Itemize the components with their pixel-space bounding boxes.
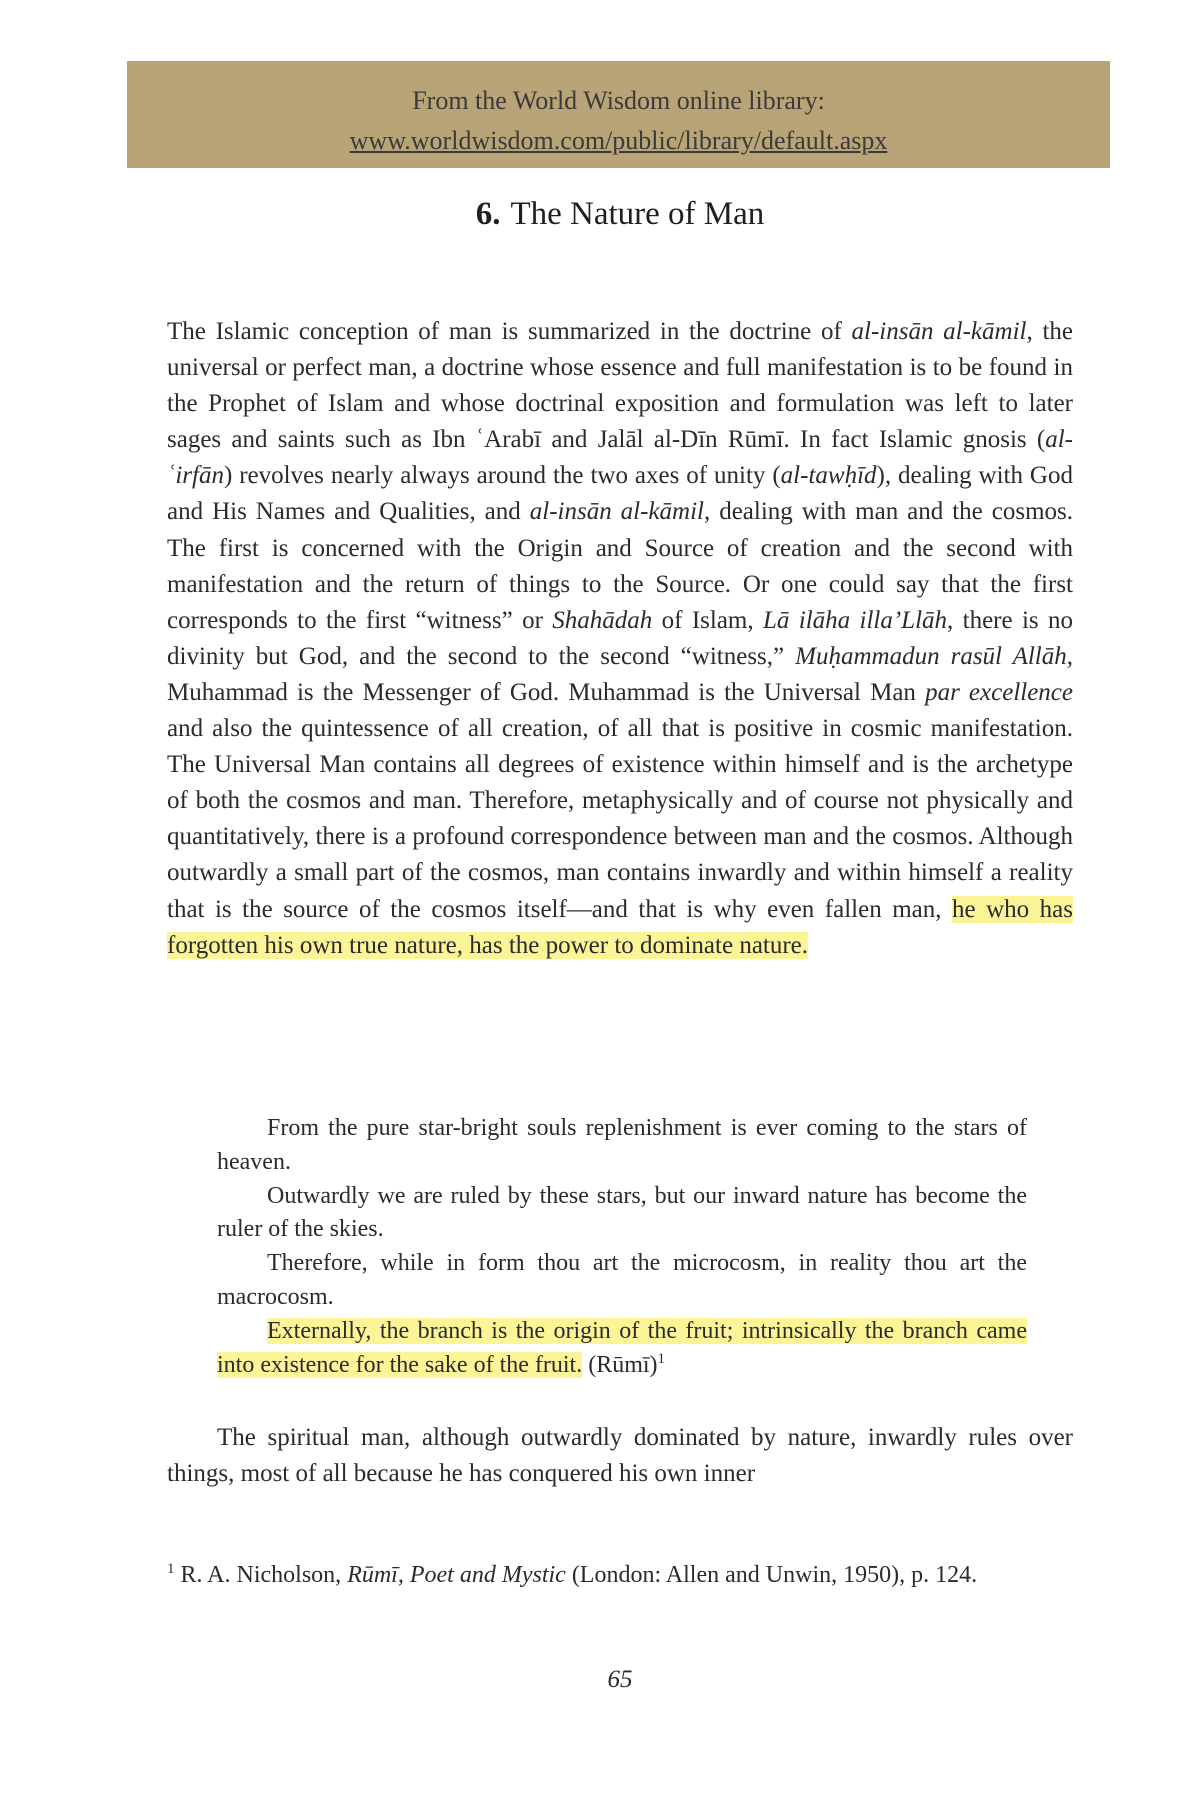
text-run: , the universal or perfect man, a doctrine whose essence and full manifestation is to be found in the Prophet of Islam and whose doctrinal exposition and formulation was left to later sages and saints such as Ibn ʿArabī and Jalāl al-Dīn Rūmī. In fact Islamic gnosis ( bbox=[167, 318, 1073, 454]
poem-line-4 bbox=[217, 1315, 1027, 1383]
text-run: and also the quintessence of all creation, of all that is positive in cosmic manifestation. The Universal Man contains all degrees of existence within himself and is the archetype of both the cosmos and man. Therefore, metaphysically and of course not physically and quantitatively, there is a profound correspondence between man and the cosmos. Although outwardly a small part of the cosmos, man contains inwardly and within himself a reality that is the source of the cosmos itself—and that is why even fallen man, bbox=[167, 715, 1073, 923]
italic-term: al-tawḥīd bbox=[780, 462, 877, 490]
text-run: The Islamic conception of man is summarized in the doctrine of bbox=[167, 318, 852, 345]
paragraph-2: The spiritual man, although outwardly dominated by nature, inwardly rules over things, most of all because he has conquered his own inner bbox=[167, 1424, 1073, 1488]
footnote bbox=[167, 1557, 1073, 1593]
italic-term: al-insān al-kāmil bbox=[851, 318, 1027, 345]
chapter-number: 6. bbox=[475, 196, 501, 232]
poem-block-quote bbox=[217, 1112, 1027, 1382]
highlighted-poem-line[interactable]: Externally, the branch is the origin of the fruit; intrinsically the branch came into existence for the sake of the fruit. bbox=[217, 1317, 1027, 1378]
chapter-title bbox=[0, 196, 1200, 233]
footnote-marker: 1 bbox=[167, 1561, 175, 1577]
library-url-link[interactable]: www.worldwisdom.com/public/library/default.aspx bbox=[349, 126, 888, 155]
italic-term: al-ʿirfān bbox=[167, 426, 1073, 490]
banner-source-text: From the World Wisdom online library: bbox=[412, 86, 825, 115]
text-run: ), dealing with God and His Names and Qualities, and bbox=[167, 462, 1073, 526]
text-run: , there is no divinity but God, and the second to the second “witness,” bbox=[167, 606, 1074, 670]
italic-term: Muḥammadun rasūl Allāh bbox=[795, 642, 1067, 670]
footnote-reference[interactable]: 1 bbox=[657, 1350, 666, 1367]
footnote-book-title: Rūmī, Poet and Mystic bbox=[347, 1562, 566, 1588]
poem-attribution: (Rūmī) bbox=[582, 1351, 658, 1378]
poem-line-3: Therefore, while in form thou art the microcosm, in reality thou art the macrocosm. bbox=[217, 1250, 1027, 1310]
paragraph-1 bbox=[167, 314, 1073, 964]
italic-term: al-insān al-kāmil bbox=[529, 498, 704, 526]
chapter-title-text: The Nature of Man bbox=[510, 196, 765, 232]
footnote-citation: (London: Allen and Unwin, 1950), p. 124. bbox=[565, 1562, 978, 1588]
highlighted-passage[interactable]: he who has forgotten his own true nature, has the power to dominate nature. bbox=[167, 895, 1073, 959]
text-run: , dealing with man and the cosmos. The first is concerned with the Origin and Source of creation and the second with manifestation and the return of things to the Source. Or one could say that the first corresponds to the first “witness” or bbox=[167, 498, 1073, 634]
italic-term: Lā ilāha illa’Llāh bbox=[762, 606, 948, 634]
page-number: 65 bbox=[607, 1666, 633, 1693]
italic-term: Shahādah bbox=[552, 606, 653, 634]
italic-term: par excellence bbox=[925, 678, 1073, 706]
library-banner bbox=[127, 61, 1110, 168]
text-run: ) revolves nearly always around the two axes of unity ( bbox=[223, 462, 781, 490]
text-run: of Islam, bbox=[652, 606, 763, 634]
footnote-author: R. A. Nicholson, bbox=[174, 1562, 348, 1588]
poem-line-2: Outwardly we are ruled by these stars, but our inward nature has become the ruler of the skies. bbox=[217, 1182, 1027, 1243]
text-run: , Muhammad is the Messenger of God. Muhammad is the Universal Man bbox=[167, 642, 1073, 706]
poem-line-1: From the pure star-bright souls replenishment is ever coming to the stars of heaven. bbox=[217, 1115, 1027, 1175]
